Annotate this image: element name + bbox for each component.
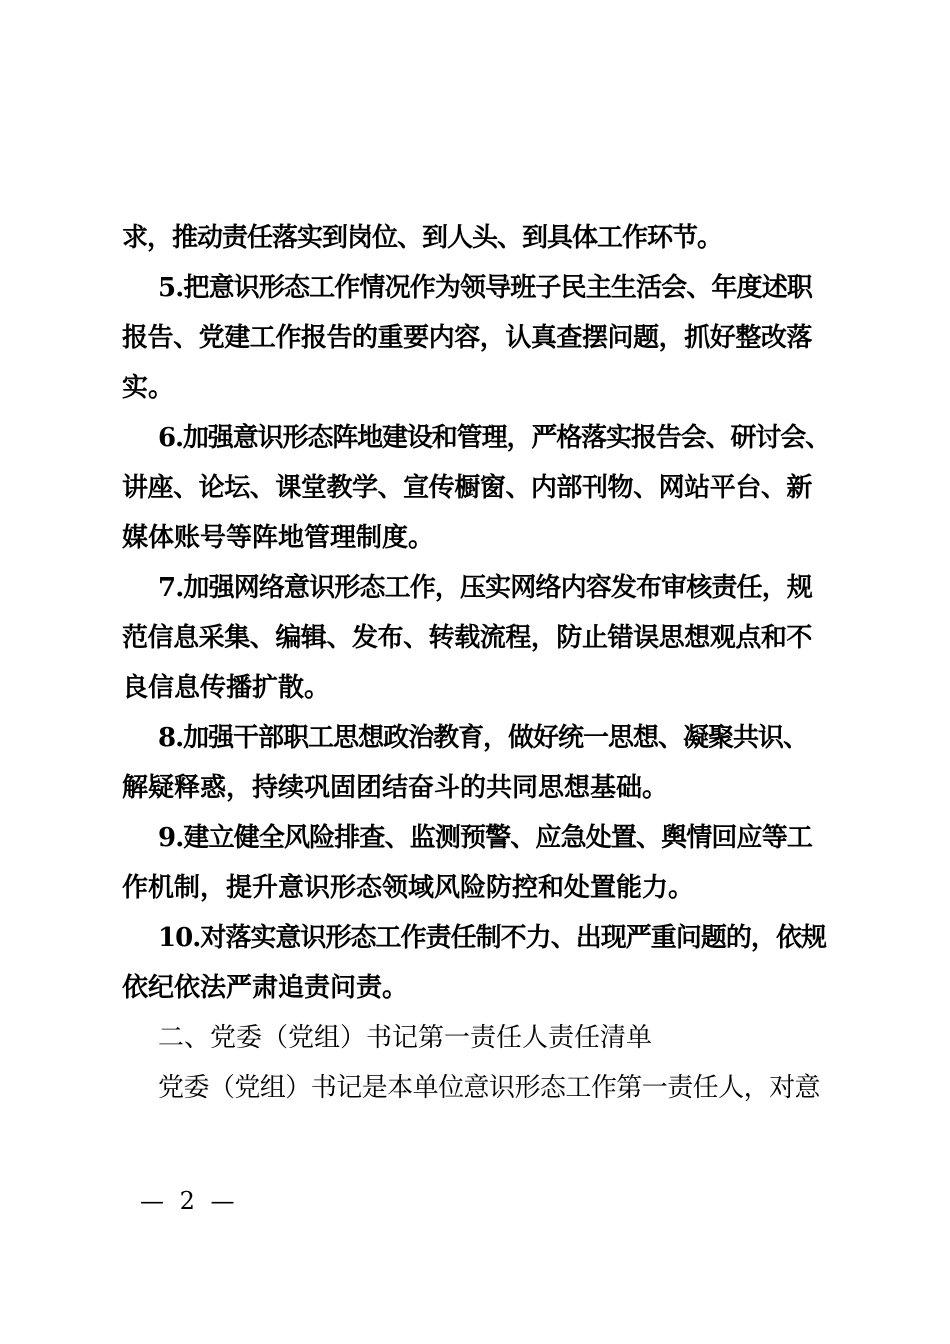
text-line: 依纪依法严肃追责问责。 (122, 973, 409, 1003)
text-line: 解疑释惑，持续巩固团结奋斗的共同思想基础。 (122, 773, 669, 803)
text-line: 范信息采集、编辑、发布、转载流程，防止错误思想观点和不 (122, 623, 812, 653)
list-item-9: 9.建立健全风险排查、监测预警、应急处置、舆情回应等工 (158, 823, 812, 853)
text-line: 讲座、论坛、课堂教学、宣传橱窗、内部刊物、网站平台、新 (122, 473, 812, 503)
list-item-5: 5.把意识形态工作情况作为领导班子民主生活会、年度述职 (158, 273, 812, 303)
list-item-7: 7.加强网络意识形态工作，压实网络内容发布审核责任，规 (158, 573, 812, 603)
text-line: 良信息传播扩散。 (122, 673, 331, 703)
section-heading: 二、党委（党组）书记第一责任人责任清单 (158, 1023, 653, 1053)
list-item-10: 10.对落实意识形态工作责任制不力、出现严重问题的，依规 (158, 923, 826, 953)
text-line: 求，推动责任落实到岗位、到人头、到具体工作环节。 (122, 223, 722, 253)
text-line: 报告、党建工作报告的重要内容，认真查摆问题，抓好整改落 (122, 323, 812, 353)
page-number: — 2 — (140, 1187, 239, 1215)
text-line: 实。 (122, 373, 175, 403)
list-item-6: 6.加强意识形态阵地建设和管理，严格落实报告会、研讨会、 (158, 423, 830, 453)
list-item-8: 8.加强干部职工思想政治教育，做好统一思想、凝聚共识、 (158, 723, 808, 753)
text-line: 党委（党组）书记是本单位意识形态工作第一责任人，对意 (158, 1073, 820, 1103)
text-line: 作机制，提升意识形态领域风险防控和处置能力。 (122, 873, 695, 903)
text-line: 媒体账号等阵地管理制度。 (122, 523, 435, 553)
